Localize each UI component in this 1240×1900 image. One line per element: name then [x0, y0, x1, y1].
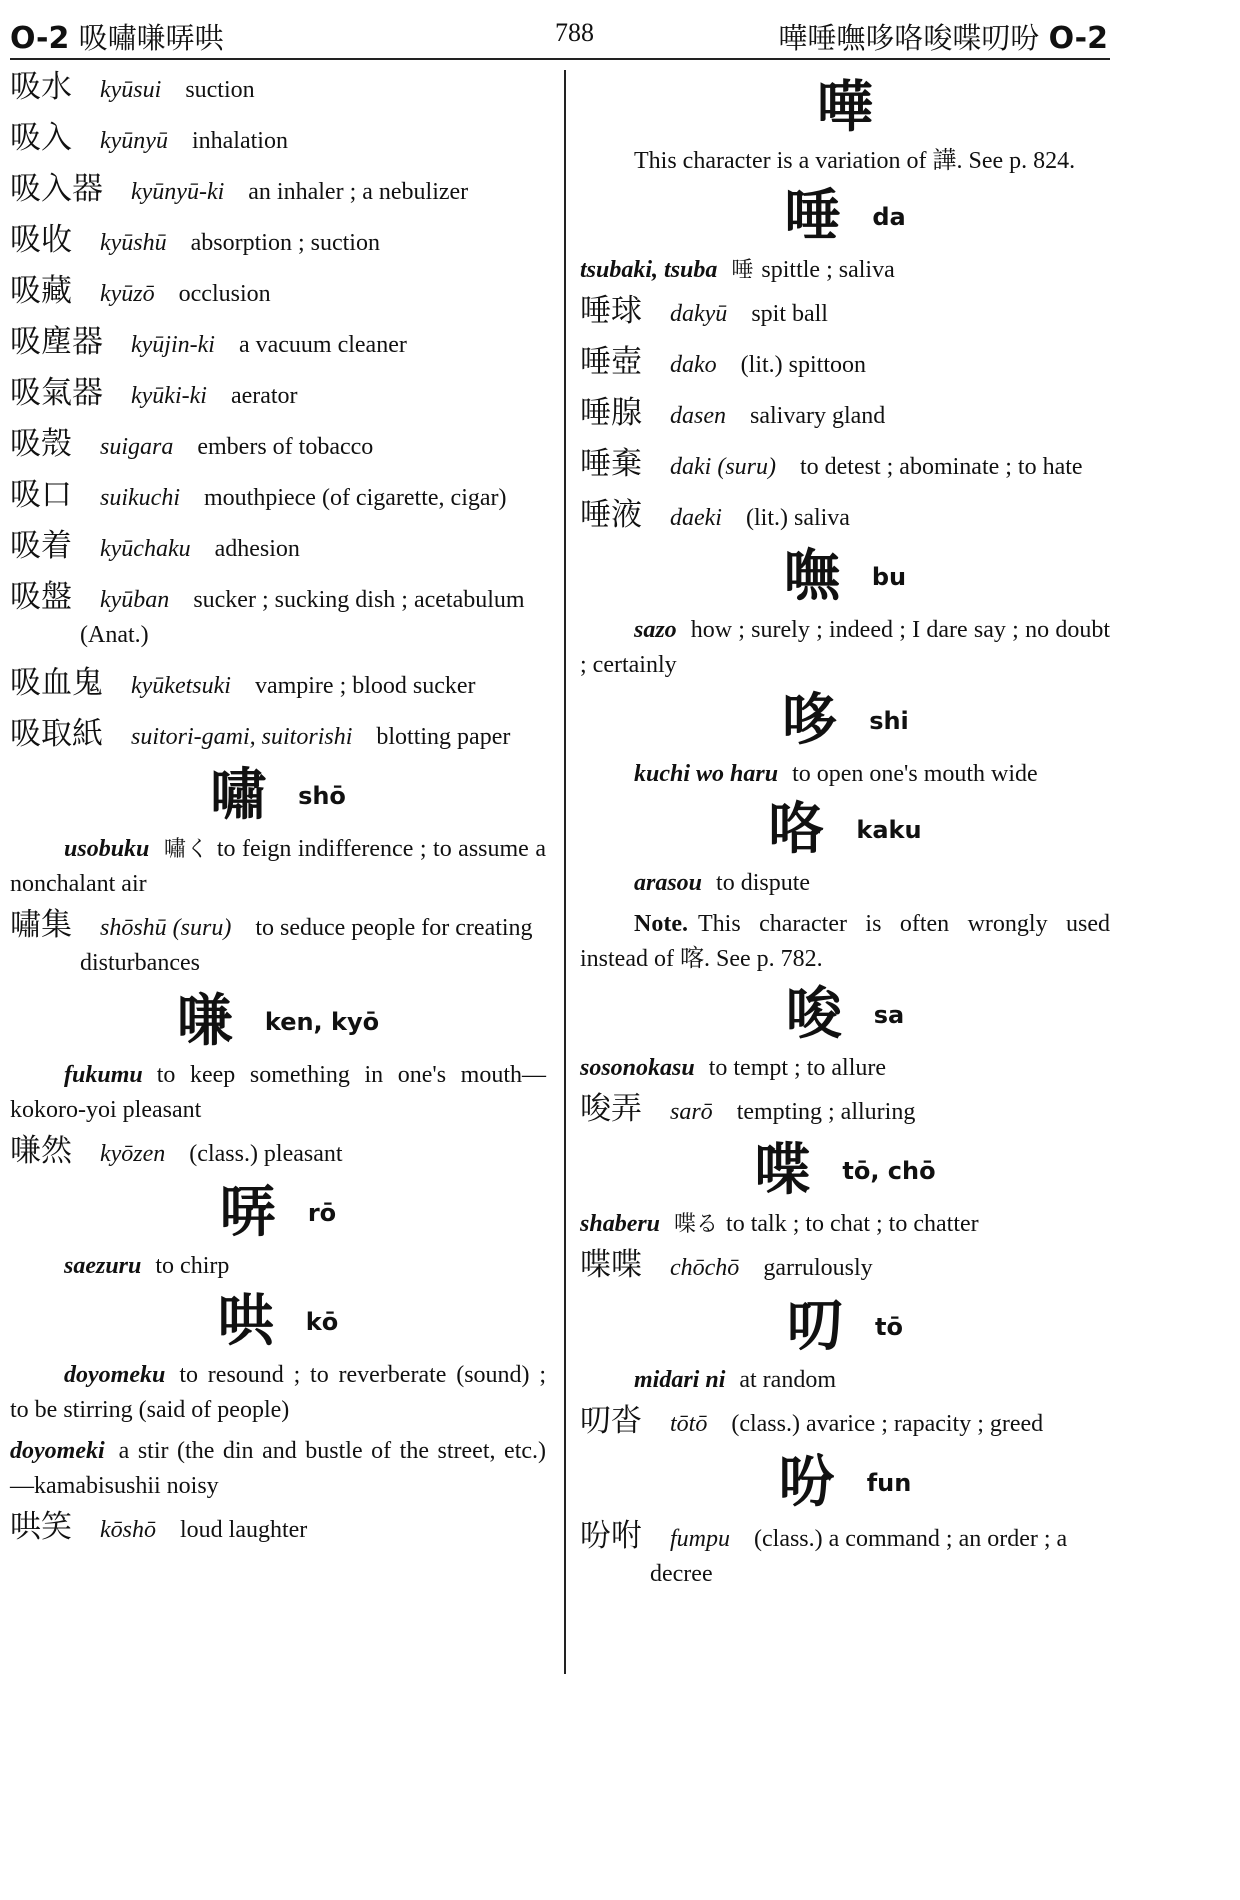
definition-text: to resound ; to reverberate (sound) ; to be stirring (said of people): [10, 1362, 546, 1423]
character-heading: [10, 1180, 546, 1245]
compound-romaji: kyūketsuki: [131, 673, 231, 699]
compound-kanji: 喋喋: [580, 1247, 642, 1283]
compound-definition: mouthpiece (of cigarette, cigar): [203, 485, 507, 511]
compound-romaji: suigara: [100, 434, 174, 460]
compound-definition: blotting paper: [376, 724, 511, 750]
compound-romaji: kyūshū: [100, 230, 167, 256]
character-heading: [10, 1289, 546, 1354]
definition-term: doyomeku: [64, 1362, 166, 1388]
definition-entry: [580, 253, 1110, 288]
compound-romaji: kyōzen: [100, 1141, 166, 1167]
compound-romaji: daki (suru): [670, 454, 776, 480]
character-heading: [580, 184, 1110, 249]
compound-definition: an inhaler ; a nebulizer: [248, 179, 469, 205]
compound-entry: [580, 294, 1110, 332]
compound-definition: occlusion: [178, 281, 271, 307]
compound-entry: [580, 396, 1110, 434]
header-left-chars: 吸嘯嗛哢哄: [78, 21, 224, 55]
definition-text: how ; surely ; indeed ; I dare say ; no doubt ; certainly: [580, 617, 1110, 678]
compound-definition: sucker ; sucking dish ; acetabulum (Anat.): [80, 587, 525, 648]
compound-romaji: tōtō: [670, 1411, 708, 1437]
compound-kanji: 唾腺: [580, 395, 642, 431]
compound-entry: [10, 908, 546, 981]
definition-text: to talk ; to chat ; to chatter: [726, 1211, 979, 1237]
compound-kanji: 吸藏: [10, 273, 72, 309]
definition-text: a stir (the din and bustle of the street, etc.) —kamabisushii noisy: [10, 1438, 546, 1499]
compound-definition: aerator: [230, 383, 298, 409]
definition-text: This character is a variation of 譁. See p. 824.: [634, 148, 1076, 174]
definition-term: sosonokasu: [580, 1055, 695, 1081]
definition-entry: [580, 613, 1110, 683]
definition-text: to dispute: [716, 870, 811, 896]
compound-definition: (class.) avarice ; rapacity ; greed: [731, 1411, 1044, 1437]
heading-kanji: 嘯: [210, 763, 267, 828]
compound-entry: [10, 427, 546, 465]
note-label: Note.: [634, 911, 688, 937]
compound-romaji: kyūchaku: [100, 536, 191, 562]
definition-text: spittle ; saliva: [761, 257, 895, 283]
compound-entry: [580, 447, 1110, 485]
compound-definition: spit ball: [751, 301, 828, 327]
right-column: [580, 70, 1110, 1605]
compound-definition: (lit.) spittoon: [740, 352, 866, 378]
compound-entry: [10, 325, 546, 363]
compound-kanji: 哄笑: [10, 1509, 72, 1545]
compound-definition: tempting ; alluring: [736, 1099, 916, 1125]
heading-kanji: 唾: [784, 184, 841, 249]
compound-romaji: daeki: [670, 505, 722, 531]
compound-definition: a vacuum cleaner: [238, 332, 407, 358]
header-left: [10, 16, 224, 57]
compound-romaji: shōshū (suru): [100, 915, 232, 941]
definition-term: sazo: [634, 617, 677, 643]
compound-kanji: 叨沓: [580, 1403, 642, 1439]
definition-entry: [10, 1058, 546, 1128]
compound-kanji: 唆弄: [580, 1091, 642, 1127]
compound-kanji: 吸氣器: [10, 375, 103, 411]
compound-kanji: 吸取紙: [10, 716, 103, 752]
compound-definition: to seduce people for creating disturbances: [80, 915, 533, 976]
compound-definition: to detest ; abominate ; to hate: [799, 454, 1083, 480]
compound-romaji: dakyū: [670, 301, 728, 327]
definition-text: at random: [739, 1367, 836, 1393]
compound-entry: [580, 1092, 1110, 1130]
compound-kanji: 吩咐: [580, 1518, 642, 1554]
compound-romaji: kyūnyū: [100, 128, 168, 154]
definition-term: midari ni: [634, 1367, 726, 1393]
compound-kanji: 唾球: [580, 293, 642, 329]
heading-reading: fun: [866, 1469, 912, 1497]
definition-text: to chirp: [155, 1253, 230, 1279]
compound-definition: loud laughter: [180, 1517, 308, 1543]
heading-kanji: 嗛: [176, 989, 233, 1054]
compound-entry: [10, 376, 546, 414]
compound-entry: [10, 478, 546, 516]
definition-term: arasou: [634, 870, 703, 896]
compound-kanji: 唾棄: [580, 446, 642, 482]
heading-reading: shō: [298, 782, 346, 810]
compound-definition: (class.) a command ; an order ; a decree: [650, 1526, 1068, 1587]
compound-kanji: 吸血鬼: [10, 665, 103, 701]
compound-definition: embers of tobacco: [197, 434, 374, 460]
compound-romaji: suikuchi: [100, 485, 180, 511]
definition-term: usobuku: [64, 836, 150, 862]
note-entry: [580, 907, 1110, 977]
header-right-chars: 嘩唾嘸哆咯唆喋叨吩: [778, 21, 1040, 55]
character-heading: [580, 797, 1110, 862]
heading-kanji: 哢: [219, 1180, 276, 1245]
definition-term: tsubaki, tsuba: [580, 257, 718, 283]
compound-entry: [10, 121, 546, 159]
compound-entry: [10, 529, 546, 567]
definition-entry: [580, 757, 1110, 792]
definition-entry: [580, 144, 1110, 179]
header-left-code: O-2: [10, 21, 70, 56]
compound-definition: (class.) pleasant: [189, 1141, 343, 1167]
character-heading: [10, 763, 546, 828]
compound-romaji: suitori-gami, suitorishi: [131, 724, 353, 750]
heading-reading: bu: [871, 563, 907, 591]
compound-entry: [10, 717, 546, 755]
left-column: [10, 70, 546, 1561]
heading-kanji: 喋: [754, 1138, 811, 1203]
header-right: [778, 16, 1108, 57]
character-heading: [580, 688, 1110, 753]
compound-kanji: 吸殼: [10, 426, 72, 462]
compound-romaji: fumpu: [670, 1526, 730, 1552]
compound-romaji: dako: [670, 352, 717, 378]
heading-kanji: 哆: [781, 688, 838, 753]
character-heading: [10, 989, 546, 1054]
compound-kanji: 吸塵器: [10, 324, 103, 360]
heading-reading: tō: [875, 1313, 903, 1341]
heading-kanji: 吩: [778, 1450, 835, 1515]
definition-entry: [10, 832, 546, 902]
heading-kanji: 唆: [785, 982, 842, 1047]
definition-entry: [10, 1249, 546, 1284]
compound-entry: [580, 345, 1110, 383]
page-header: [10, 10, 1110, 60]
header-right-code: O-2: [1048, 21, 1108, 56]
definition-text: to tempt ; to allure: [708, 1055, 887, 1081]
compound-definition: suction: [185, 77, 255, 103]
character-heading: [580, 982, 1110, 1047]
definition-entry: [580, 866, 1110, 901]
column-divider: [564, 70, 566, 1674]
definition-entry: [580, 1363, 1110, 1398]
heading-reading: kō: [305, 1308, 339, 1336]
compound-definition: salivary gland: [750, 403, 886, 429]
definition-text: to open one's mouth wide: [792, 761, 1038, 787]
compound-kanji: 吸盤: [10, 579, 72, 615]
heading-reading: kaku: [856, 816, 922, 844]
compound-kanji: 吸收: [10, 222, 72, 258]
definition-term: fukumu: [64, 1062, 143, 1088]
heading-reading: sa: [873, 1001, 905, 1029]
compound-romaji: kyūnyū-ki: [131, 179, 225, 205]
definition-entry: [580, 1207, 1110, 1242]
compound-romaji: kyūban: [100, 587, 170, 613]
character-heading: [580, 1138, 1110, 1203]
compound-entry: [10, 1134, 546, 1172]
note-text: This character is often wrongly used instead of 喀. See p. 782.: [580, 911, 1110, 972]
definition-entry: [10, 1358, 546, 1428]
compound-definition: inhalation: [191, 128, 288, 154]
compound-entry: [10, 666, 546, 704]
compound-romaji: chōchō: [670, 1255, 740, 1281]
compound-romaji: kyūjin-ki: [131, 332, 215, 358]
heading-reading: ken, kyō: [264, 1008, 380, 1036]
compound-kanji: 吸入: [10, 120, 72, 156]
compound-definition: garrulously: [763, 1255, 873, 1281]
compound-kanji: 吸口: [10, 477, 72, 513]
character-heading: [580, 544, 1110, 609]
definition-text: to keep something in one's mouth—kokoro-yoi pleasant: [10, 1062, 546, 1123]
compound-definition: adhesion: [214, 536, 300, 562]
compound-entry: [10, 1510, 546, 1548]
character-heading: [580, 75, 1110, 140]
compound-romaji: kyūki-ki: [131, 383, 207, 409]
heading-reading: shi: [869, 707, 909, 735]
compound-kanji: 唾液: [580, 497, 642, 533]
heading-reading: tō, chō: [842, 1157, 936, 1185]
compound-entry: [10, 70, 546, 108]
heading-kanji: 嘸: [783, 544, 840, 609]
heading-kanji: 哄: [217, 1289, 274, 1354]
heading-kanji: 叨: [787, 1294, 844, 1359]
compound-kanji: 唾壺: [580, 344, 642, 380]
compound-entry: [580, 1248, 1110, 1286]
compound-kanji: 嗛然: [10, 1133, 72, 1169]
character-heading: [580, 1450, 1110, 1515]
definition-term: doyomeki: [10, 1438, 105, 1464]
compound-romaji: kōshō: [100, 1517, 156, 1543]
compound-romaji: sarō: [670, 1099, 713, 1125]
definition-text: to feign indifference ; to assume a nonchalant air: [10, 836, 546, 897]
compound-definition: absorption ; suction: [190, 230, 380, 256]
compound-entry: [10, 580, 546, 653]
compound-definition: (lit.) saliva: [745, 505, 850, 531]
character-heading: [580, 1294, 1110, 1359]
heading-kanji: 咯: [768, 797, 825, 862]
compound-kanji: 吸入器: [10, 171, 103, 207]
compound-entry: [580, 1404, 1110, 1442]
compound-romaji: kyūzō: [100, 281, 155, 307]
heading-reading: da: [872, 203, 906, 231]
definition-term: shaberu: [580, 1211, 661, 1237]
compound-entry: [580, 498, 1110, 536]
compound-entry: [10, 172, 546, 210]
compound-entry: [10, 223, 546, 261]
heading-reading: rō: [307, 1199, 337, 1227]
definition-entry: [10, 1434, 546, 1504]
definition-entry: [580, 1051, 1110, 1086]
heading-kanji: 嘩: [817, 75, 873, 140]
definition-form: 喋る: [674, 1212, 719, 1237]
definition-form: 唾: [731, 258, 754, 283]
definition-term: kuchi wo haru: [634, 761, 779, 787]
compound-romaji: kyūsui: [100, 77, 162, 103]
definition-term: saezuru: [64, 1253, 142, 1279]
page-number: 788: [555, 18, 594, 47]
compound-kanji: 嘯集: [10, 907, 72, 943]
definition-form: 嘯く: [163, 837, 209, 862]
compound-entry: [580, 1519, 1110, 1592]
compound-entry: [10, 274, 546, 312]
compound-romaji: dasen: [670, 403, 726, 429]
compound-kanji: 吸着: [10, 528, 72, 564]
compound-kanji: 吸水: [10, 69, 72, 105]
compound-definition: vampire ; blood sucker: [254, 673, 476, 699]
